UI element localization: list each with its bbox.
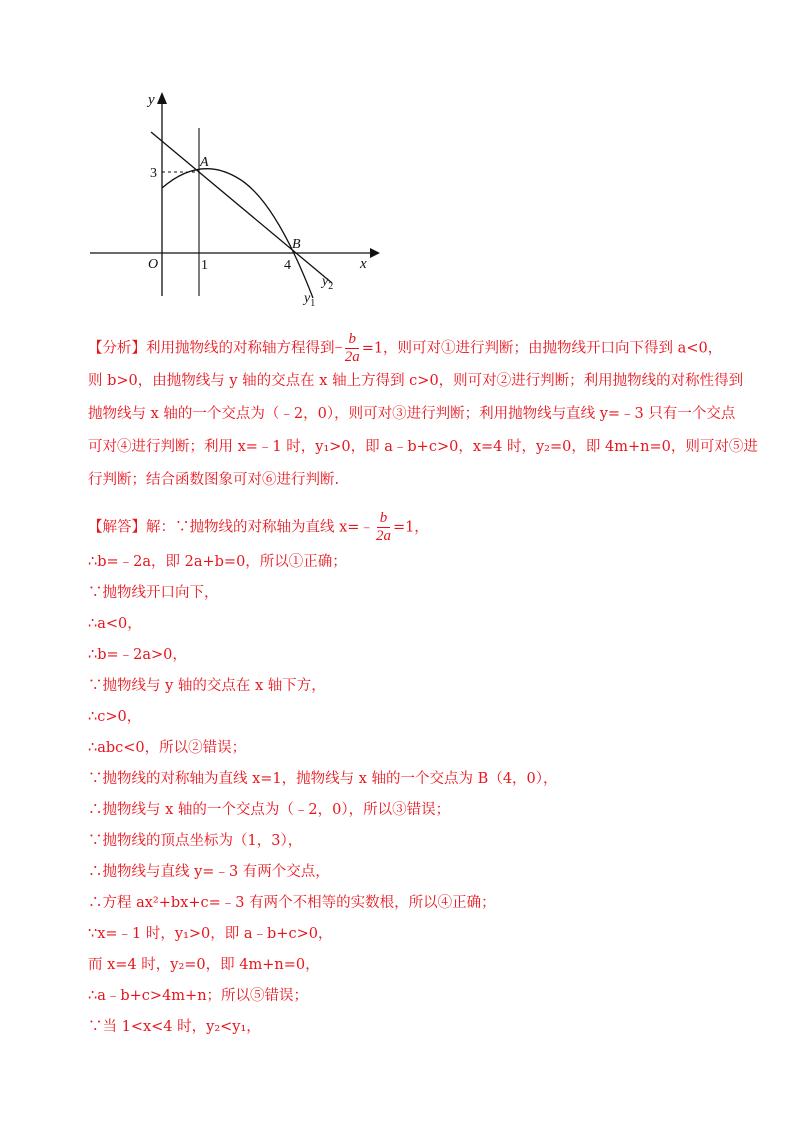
origin-label: O [148, 257, 159, 272]
solution-step: ∴a﹣b+c>4m+n；所以⑤错误； [88, 988, 309, 1004]
solution-step: ∵抛物线开口向下， [88, 585, 219, 601]
curve-y1-label: $y_1$ [304, 291, 316, 309]
solution-text-1a: 解：∵抛物线的对称轴为直线 x=﹣ [146, 519, 374, 536]
solution-fraction: $\frac{b}{2a}$ [375, 510, 391, 544]
curve-y2-label: $y_2$ [322, 274, 334, 292]
solution-line-1 [88, 510, 429, 545]
analysis-line-1: 【分析】利用抛物线的对称轴方程得到− $\frac{b}{2a}$ =1，则可对①进行判断；由抛物线开口向下得到 a<0， [88, 331, 723, 365]
tick-3-label: 3 [150, 166, 157, 181]
analysis-tag: 【分析】 [88, 340, 146, 357]
function-graph-figure [88, 88, 388, 310]
analysis-line-2: 则 b>0，由抛物线与 y 轴的交点在 x 轴上方得到 c>0，则可对②进行判断；利用抛物线的对称性得到 [88, 373, 744, 389]
x-axis-label: x [360, 256, 367, 272]
point-a-label: A [200, 155, 209, 170]
tick-1-label: 1 [201, 258, 208, 273]
solution-step: ∵x=﹣1 时，y₁>0，即 a﹣b+c>0， [88, 926, 333, 942]
solution-step: ∴b=﹣2a，即 2a+b=0，所以①正确； [88, 554, 347, 570]
solution-text-1b: =1， [392, 519, 429, 536]
parabola-y1 [162, 169, 313, 298]
solution-tag: 【解答】 [88, 519, 146, 536]
line-y2 [151, 132, 332, 283]
tick-4-label: 4 [284, 258, 291, 273]
y-axis-arrow [157, 92, 167, 104]
solution-step: ∴b=﹣2a>0， [88, 647, 187, 663]
analysis-text-1a: 利用抛物线的对称轴方程得到 [146, 340, 335, 357]
solution-step: ∴抛物线与 x 轴的一个交点为（﹣2，0），所以③错误； [88, 802, 451, 818]
point-b-label: B [292, 237, 301, 252]
analysis-line-4: 可对④进行判断；利用 x=﹣1 时，y₁>0，即 a﹣b+c>0，x=4 时，y₂=0，即 4m+n=0，则可对⑤进 [88, 439, 758, 455]
analysis-line-5: 行判断；结合函数图象可对⑥进行判断. [88, 472, 340, 488]
analysis-text-1b: =1，则可对①进行判断；由抛物线开口向下得到 a<0， [361, 340, 723, 357]
analysis-fraction: $\frac{b}{2a}$ [344, 331, 360, 365]
solution-step: ∵抛物线的对称轴为直线 x=1，抛物线与 x 轴的一个交点为 B（4，0）， [88, 771, 558, 787]
solution-step: ∴抛物线与直线 y=﹣3 有两个交点， [88, 864, 330, 880]
solution-step: 而 x=4 时，y₂=0，即 4m+n=0， [88, 957, 320, 973]
solution-step: ∴方程 ax²+bx+c=﹣3 有两个不相等的实数根，所以④正确； [88, 895, 496, 911]
solution-step: ∴a<0， [88, 616, 142, 632]
solution-step: ∵当 1<x<4 时，y₂<y₁， [88, 1019, 261, 1035]
solution-step: ∴abc<0，所以②错误； [88, 740, 247, 756]
y-axis-label: y [148, 92, 155, 108]
x-axis-arrow [370, 248, 380, 258]
solution-step: ∵抛物线的顶点坐标为（1，3）， [88, 833, 303, 849]
analysis-line-3: 抛物线与 x 轴的一个交点为（﹣2，0），则可对③进行判断；利用抛物线与直线 y=﹣3 只有一个交点 [88, 406, 736, 422]
solution-step: ∵抛物线与 y 轴的交点在 x 轴下方， [88, 678, 326, 694]
solution-step: ∴c>0， [88, 709, 142, 725]
